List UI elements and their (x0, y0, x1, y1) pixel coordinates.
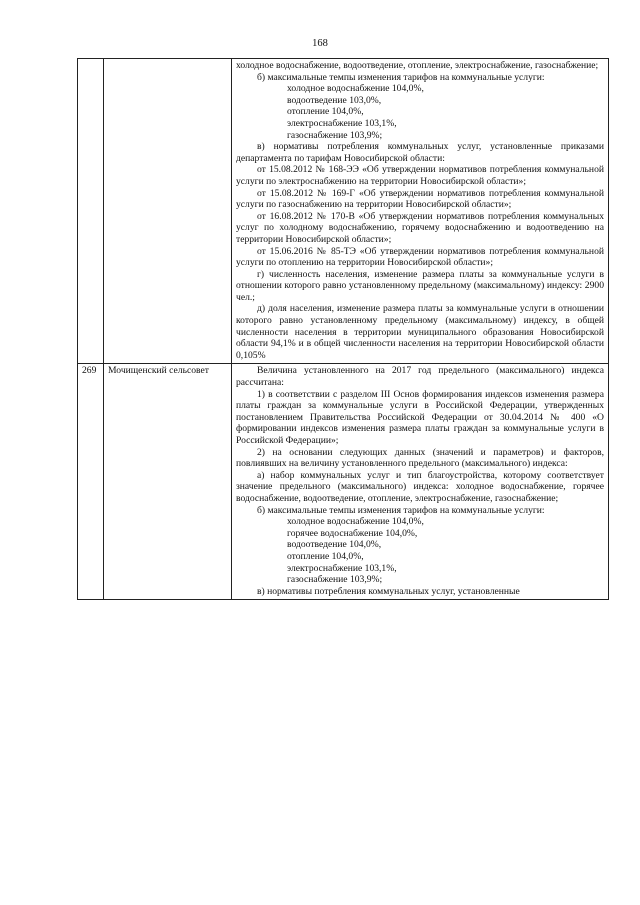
municipality-name-cell (104, 59, 232, 364)
municipality-name-cell: Мочищенский сельсовет (104, 364, 232, 600)
tariff-index-table (77, 58, 609, 600)
index-description-cell (232, 364, 609, 600)
table-body (78, 59, 609, 600)
paragraph: от 15.08.2012 № 168-ЭЭ «Об утверждении нормативов потребления коммунальной услуги по электроснабжению на территории Новосибирской области»; (236, 164, 604, 187)
page-number: 168 (312, 38, 328, 49)
table-row (78, 59, 609, 364)
table-row (78, 364, 609, 600)
paragraph: д) доля населения, изменение размера платы за коммунальные услуги в отношении которого равно установленному предельному (максимальному) индексу, в общей численности населения в территории муниципального образования Новосибирской области 94,1% и в общей численности населения на территории Новосибирской области 0,105% (236, 303, 604, 361)
tariff-item: отопление 104,0%, (287, 550, 364, 562)
tariff-item: водоотведение 103,0%, (287, 94, 382, 106)
paragraph: от 15.06.2016 № 85-ТЭ «Об утверждении нормативов потребления коммунальной услуги по отоплению на территории Новосибирской области»; (236, 245, 604, 269)
paragraph: 2) на основании следующих данных (значений и параметров) и факторов, повлиявших на величину установленного предельного (максимального) индекса: (236, 446, 604, 470)
tariff-item: холодное водоснабжение 104,0%, (287, 516, 424, 528)
paragraph: г) численность населения, изменение размера платы за коммунальные услуги в отношении которого равно установленному предельному (максимальному) индексу: 2900 чел.; (236, 268, 604, 303)
paragraph: Величина установленного на 2017 год предельного (максимального) индекса рассчитана: (236, 365, 604, 389)
paragraph: от 15.08.2012 № 169-Г «Об утверждении нормативов потребления коммунальной услуги по газоснабжению на территории Новосибирской области»; (236, 187, 604, 211)
tariff-item: горячее водоснабжение 104,0%, (287, 527, 418, 539)
tariff-item: электроснабжение 103,1%, (287, 562, 397, 574)
tariff-item: холодное водоснабжение 104,0%, (287, 83, 424, 95)
paragraph: в) нормативы потребления коммунальных услуг, установленные (257, 585, 520, 597)
paragraph: б) максимальные темпы изменения тарифов на коммунальные услуги: (257, 71, 545, 83)
tariff-item: газоснабжение 103,9%; (287, 129, 383, 141)
paragraph: от 16.08.2012 № 170-В «Об утверждении нормативов потребления коммунальных услуг по холодному водоснабжению, горячему водоснабжению и водоотведению на территории Новосибирской области»; (236, 210, 604, 245)
tariff-item: электроснабжение 103,1%, (287, 117, 397, 129)
paragraph: в) нормативы потребления коммунальных услуг, установленные приказами департамента по тарифам Новосибирской области: (236, 141, 604, 164)
row-number-cell (78, 59, 104, 364)
index-description-cell (232, 59, 609, 364)
tariff-item: отопление 104,0%, (287, 106, 364, 118)
tariff-item: водоотведение 104,0%, (287, 539, 382, 551)
row-number-cell: 269 (78, 364, 104, 600)
paragraph: холодное водоснабжение, водоотведение, отопление, электроснабжение, газоснабжение; (236, 60, 599, 71)
tariff-item: газоснабжение 103,9%; (287, 574, 383, 586)
paragraph: 1) в соответствии с разделом III Основ формирования индексов изменения размера платы граждан за коммунальные услуги в Российской Федерации, утвержденных постановлением Правительства Российской Федерации от 30.04.2014 № 400 «О формировании индексов изменения размера платы граждан за коммунальные услуги в Российской Федерации»; (236, 388, 604, 446)
paragraph: б) максимальные темпы изменения тарифов на коммунальные услуги: (257, 504, 545, 516)
paragraph: а) набор коммунальных услуг и тип благоустройства, которому соответствует значение предельного (максимального) индекса: холодное водоснабжение, горячее водоснабжение, водоотведение, отопление, электроснабжение, газоснабжение; (236, 469, 604, 504)
